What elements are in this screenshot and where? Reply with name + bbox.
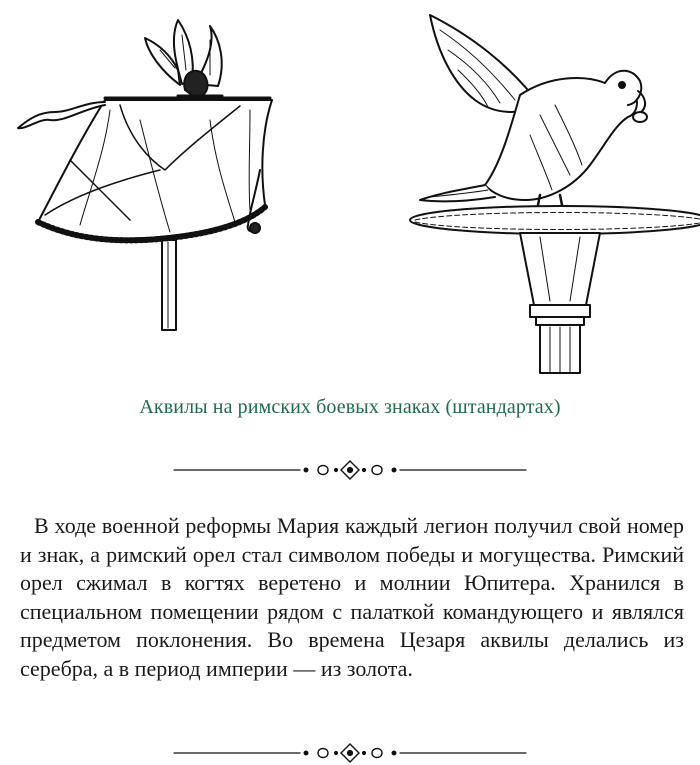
top-divider-ornament (170, 458, 530, 482)
aquila-pedestal-illustration (400, 5, 700, 375)
figure-caption: Аквилы на римских боевых знаках (штандартах) (139, 396, 561, 418)
aquila-drapery-illustration (10, 10, 300, 340)
bottom-divider-ornament (170, 741, 530, 765)
article-paragraph: В ходе военной реформы Мария каждый легион получил свой номер и знак, а римский орел стал символом победы и могущества. Римский орел сжимал в когтях веретено и молнии Юпитера. Хранился в специальном помещении рядом с палаткой командующего и являлся предметом поклонения. Во времена Цезаря аквилы делались из серебра, а в период империи — из золота. (20, 513, 684, 681)
illustrations (0, 0, 700, 380)
